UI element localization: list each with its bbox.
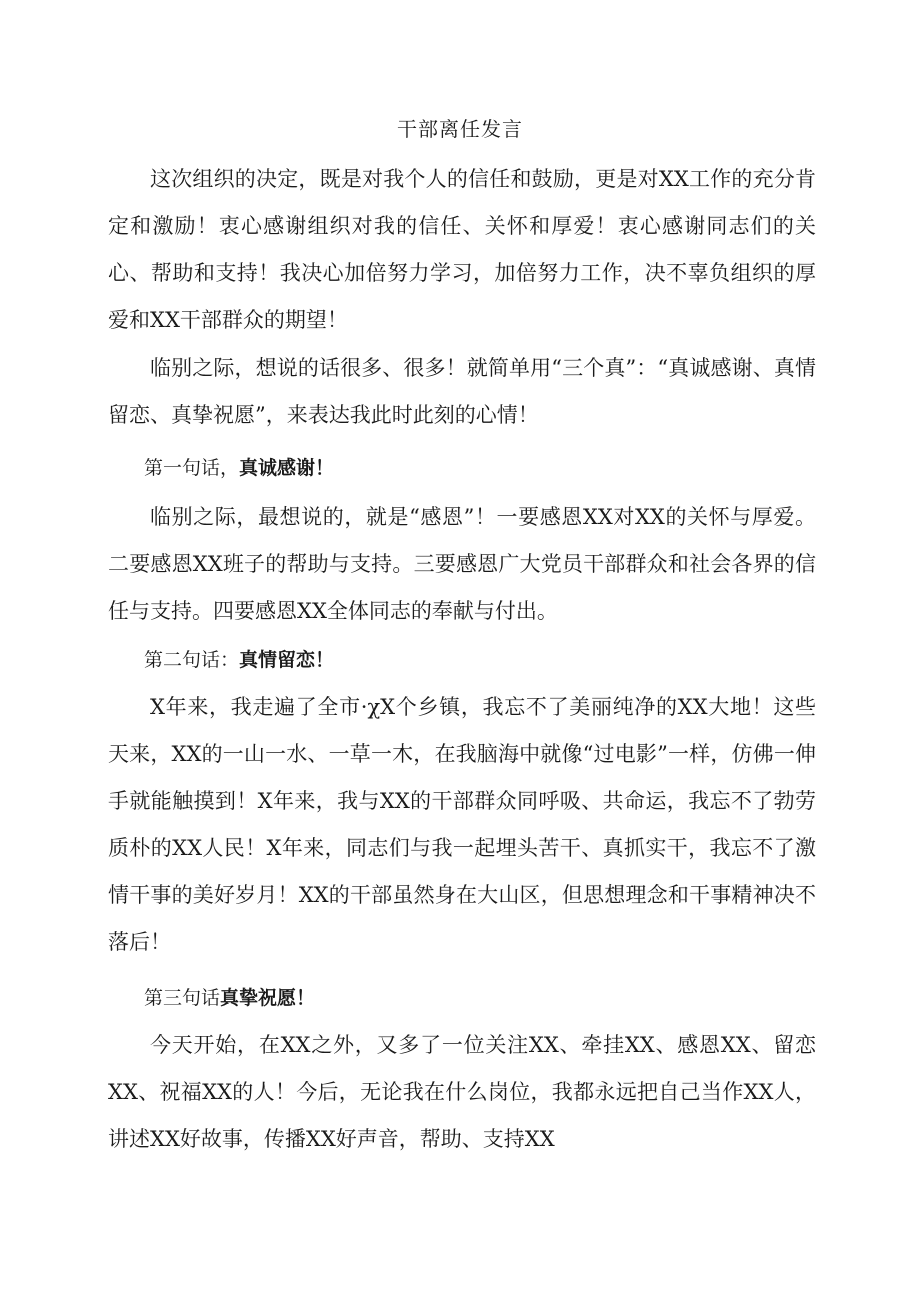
section-heading-1 — [144, 453, 334, 483]
paragraph-farewell: 临别之际，想说的话很多、很多！就简单用“三个真”：“真诚感谢、真情留恋、真挚祝愿”，来表达我此时此刻的心情！ — [108, 356, 816, 427]
section-heading-2 — [144, 645, 334, 675]
section-body-3: 今天开始，在XX之外，又多了一位关注XX、牵挂XX、感恩XX、留恋XX、祝福XX的人！今后，无论我在什么岗位，我都永远把自己当作XX人，讲述XX好故事，传播XX好声音，帮助、支持XX — [108, 1033, 816, 1151]
paragraph-intro: 这次组织的决定，既是对我个人的信任和鼓励，更是对XX工作的充分肯定和激励！衷心感谢组织对我的信任、关怀和厚爱！衷心感谢同志们的关心、帮助和支持！我决心加倍努力学习，加倍努力工作，决不辜负组织的厚爱和XX干部群众的期望！ — [108, 167, 816, 332]
document-title: 干部离任发言 — [397, 117, 523, 141]
section-heading-3 — [144, 983, 315, 1013]
section-heading-3-lead: 第三句话 — [144, 987, 221, 1009]
section-body-1: 临别之际，最想说的，就是“感恩”！一要感恩XX对XX的关怀与厚爱。二要感恩XX班子的帮助与支持。三要感恩广大党员干部群众和社会各界的信任与支持。四要感恩XX全体同志的奉献与付出。 — [108, 505, 816, 623]
section-body-2: X年来，我走遍了全市·χX个乡镇，我忘不了美丽纯净的XX大地！这些天来，XX的一山一水、一草一木，在我脑海中就像“过电影”一样，仿佛一伸手就能触摸到！X年来，我与XX的干部群众同呼吸、共命运，我忘不了勃劳质朴的XX人民！X年来，同志们与我一起埋头苦干、真抓实干，我忘不了激情干事的美好岁月！XX的干部虽然身在大山区，但思想理念和干事精神决不落后！ — [108, 695, 816, 954]
section-heading-1-lead: 第一句话， — [144, 457, 240, 479]
section-heading-1-emphasis: 真诚感谢！ — [239, 457, 335, 479]
section-heading-2-lead: 第二句话： — [144, 649, 240, 671]
section-heading-3-emphasis: 真挚祝愿！ — [220, 987, 316, 1009]
section-heading-2-emphasis: 真情留恋！ — [239, 649, 335, 671]
